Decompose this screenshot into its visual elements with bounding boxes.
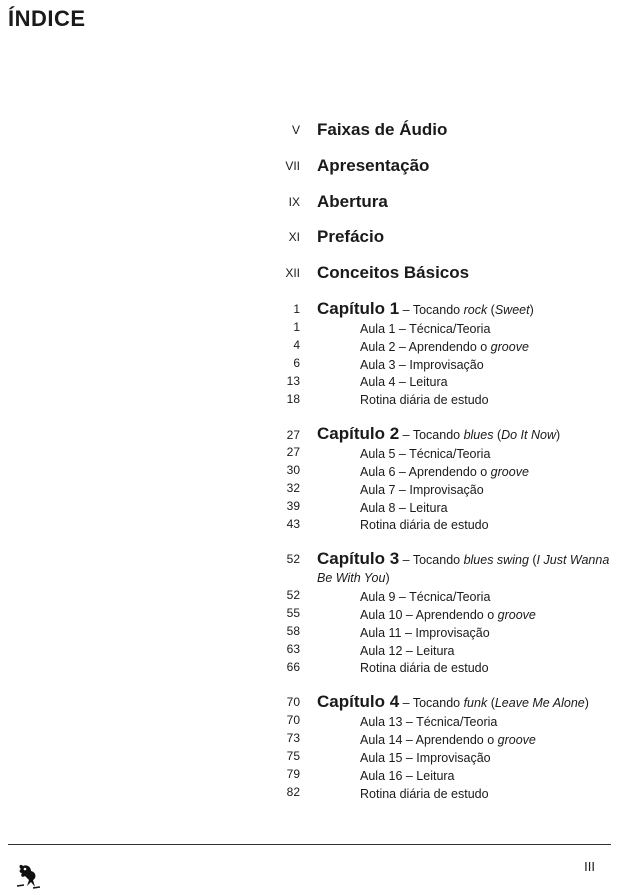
chapter-page-number: 1 bbox=[293, 302, 300, 316]
chapter-page-number: 70 bbox=[286, 695, 300, 709]
lesson-page-number: 66 bbox=[286, 660, 300, 674]
chapter-style: blues bbox=[463, 428, 494, 442]
lesson-label: Aula 14 – Aprendendo o bbox=[360, 733, 498, 747]
lesson-page-number: 82 bbox=[286, 785, 300, 799]
lesson-label: Aula 13 – Técnica/Teoria bbox=[360, 715, 498, 729]
section-title[interactable]: Abertura bbox=[317, 192, 388, 211]
lesson-page-number: 75 bbox=[286, 749, 300, 763]
footer-divider bbox=[8, 844, 611, 845]
lesson-label: Aula 8 – Leitura bbox=[360, 501, 448, 515]
lesson-item[interactable] bbox=[360, 606, 536, 624]
chapter-style: blues swing bbox=[463, 553, 529, 567]
lesson-page-number: 4 bbox=[293, 338, 300, 352]
section-page-number: XII bbox=[285, 266, 300, 280]
paren-open: ( bbox=[487, 696, 495, 710]
lesson-label: Rotina diária de estudo bbox=[360, 393, 489, 407]
lesson-item[interactable] bbox=[360, 373, 448, 391]
lesson-item[interactable] bbox=[360, 749, 491, 767]
lesson-item[interactable] bbox=[360, 659, 489, 677]
section-title[interactable]: Conceitos Básicos bbox=[317, 263, 470, 282]
lesson-page-number: 6 bbox=[293, 356, 300, 370]
page-number: III bbox=[584, 859, 595, 874]
chapter-separator: – Tocando bbox=[399, 553, 464, 567]
lesson-emphasis: groove bbox=[490, 340, 529, 354]
lesson-item[interactable] bbox=[360, 338, 529, 356]
lesson-label: Aula 6 – Aprendendo o bbox=[360, 465, 491, 479]
chapter-heading[interactable] bbox=[317, 693, 617, 712]
lesson-page-number: 52 bbox=[286, 588, 300, 602]
lesson-label: Rotina diária de estudo bbox=[360, 518, 489, 532]
lesson-item[interactable] bbox=[360, 642, 455, 660]
lesson-page-number: 55 bbox=[286, 606, 300, 620]
chapter-heading[interactable] bbox=[317, 300, 617, 319]
lesson-page-number: 43 bbox=[286, 517, 300, 531]
bird-logo-icon bbox=[14, 859, 42, 891]
page-title: ÍNDICE bbox=[8, 6, 86, 31]
paren-close: ) bbox=[556, 428, 561, 442]
chapter-style: funk bbox=[463, 696, 488, 710]
lesson-emphasis: groove bbox=[497, 733, 536, 747]
lesson-page-number: 63 bbox=[286, 642, 300, 656]
lesson-label: Rotina diária de estudo bbox=[360, 787, 489, 801]
lesson-item[interactable] bbox=[360, 785, 489, 803]
lesson-item[interactable] bbox=[360, 463, 529, 481]
chapter-page-number: 52 bbox=[286, 552, 300, 566]
lesson-page-number: 79 bbox=[286, 767, 300, 781]
chapter-heading[interactable] bbox=[317, 550, 617, 587]
chapter-separator: – Tocando bbox=[399, 303, 464, 317]
lesson-label: Aula 4 – Leitura bbox=[360, 375, 448, 389]
lesson-emphasis: groove bbox=[490, 465, 529, 479]
chapter-page-number: 27 bbox=[286, 428, 300, 442]
lesson-emphasis: groove bbox=[497, 608, 536, 622]
lesson-label: Aula 10 – Aprendendo o bbox=[360, 608, 498, 622]
paren-close: ) bbox=[385, 571, 390, 585]
lesson-page-number: 70 bbox=[286, 713, 300, 727]
paren-open: ( bbox=[493, 428, 502, 442]
section-page-number: IX bbox=[288, 195, 300, 209]
lesson-label: Aula 5 – Técnica/Teoria bbox=[360, 447, 491, 461]
lesson-label: Aula 11 – Improvisação bbox=[360, 626, 490, 640]
lesson-item[interactable] bbox=[360, 445, 490, 463]
lesson-label: Rotina diária de estudo bbox=[360, 661, 489, 675]
lesson-page-number: 39 bbox=[286, 499, 300, 513]
lesson-label: Aula 9 – Técnica/Teoria bbox=[360, 590, 491, 604]
paren-open: ( bbox=[528, 553, 537, 567]
lesson-item[interactable] bbox=[360, 588, 490, 606]
section-title[interactable]: Apresentação bbox=[317, 156, 430, 175]
section-page-number: V bbox=[291, 123, 300, 137]
lesson-label: Aula 12 – Leitura bbox=[360, 644, 455, 658]
lesson-label: Aula 1 – Técnica/Teoria bbox=[360, 322, 491, 336]
lesson-page-number: 30 bbox=[286, 463, 300, 477]
section-page-number: XI bbox=[288, 230, 300, 244]
lesson-label: Aula 2 – Aprendendo o bbox=[360, 340, 491, 354]
lesson-page-number: 58 bbox=[286, 624, 300, 638]
lesson-item[interactable] bbox=[360, 731, 536, 749]
chapter-separator: – Tocando bbox=[399, 428, 464, 442]
lesson-item[interactable] bbox=[360, 713, 497, 731]
paren-open: ( bbox=[487, 303, 495, 317]
chapter-style: rock bbox=[463, 303, 488, 317]
section-title[interactable]: Prefácio bbox=[317, 227, 385, 246]
chapter-heading[interactable] bbox=[317, 425, 617, 444]
chapter-song: Leave Me Alone bbox=[494, 696, 585, 710]
lesson-label: Aula 3 – Improvisação bbox=[360, 358, 484, 372]
lesson-item[interactable] bbox=[360, 499, 448, 517]
lesson-label: Aula 7 – Improvisação bbox=[360, 483, 484, 497]
chapter-song: Do It Now bbox=[501, 428, 556, 442]
section-title[interactable]: Faixas de Áudio bbox=[317, 120, 448, 139]
lesson-page-number: 18 bbox=[286, 392, 300, 406]
chapter-label: Capítulo 2 bbox=[317, 424, 400, 443]
paren-close: ) bbox=[529, 303, 534, 317]
lesson-label: Aula 16 – Leitura bbox=[360, 769, 455, 783]
lesson-item[interactable] bbox=[360, 356, 484, 374]
paren-close: ) bbox=[584, 696, 589, 710]
lesson-label: Aula 15 – Improvisação bbox=[360, 751, 491, 765]
lesson-item[interactable] bbox=[360, 767, 455, 785]
lesson-page-number: 27 bbox=[286, 445, 300, 459]
lesson-page-number: 1 bbox=[293, 320, 300, 334]
chapter-label: Capítulo 3 bbox=[317, 549, 400, 568]
lesson-item[interactable] bbox=[360, 391, 489, 409]
chapter-song: I Just Wanna Be With You bbox=[317, 553, 610, 585]
chapter-separator: – Tocando bbox=[399, 696, 464, 710]
lesson-item[interactable] bbox=[360, 516, 489, 534]
chapter-label: Capítulo 4 bbox=[317, 692, 400, 711]
section-page-number: VII bbox=[285, 159, 300, 173]
lesson-page-number: 73 bbox=[286, 731, 300, 745]
chapter-song: Sweet bbox=[494, 303, 530, 317]
lesson-page-number: 13 bbox=[286, 374, 300, 388]
lesson-item[interactable] bbox=[360, 624, 490, 642]
lesson-item[interactable] bbox=[360, 481, 484, 499]
lesson-item[interactable] bbox=[360, 320, 490, 338]
chapter-label: Capítulo 1 bbox=[317, 299, 400, 318]
lesson-page-number: 32 bbox=[286, 481, 300, 495]
